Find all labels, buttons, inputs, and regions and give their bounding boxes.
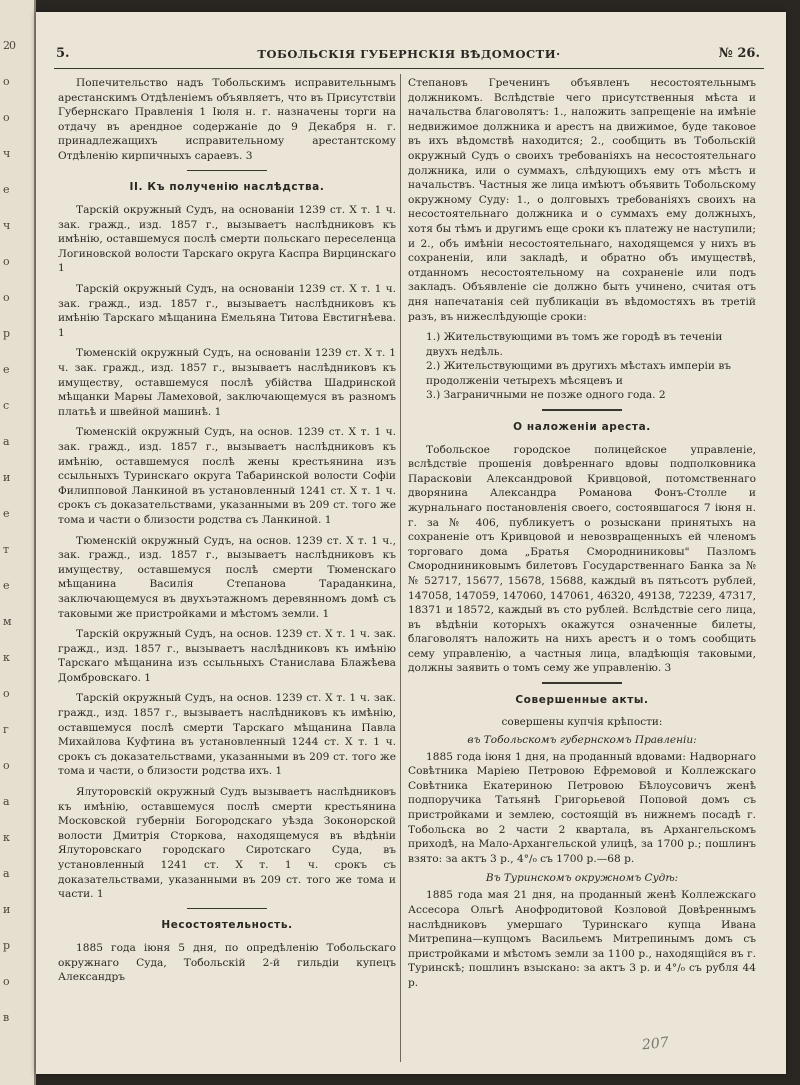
edge-glyph: о <box>3 75 9 88</box>
edge-glyph: а <box>3 795 9 808</box>
notice-paragraph: 1885 года iюня 5 дня, по опредѣленiю Тобольскаго окружнаго Суда, Тобольскiй 2-й гильдiи купецъ Александръ <box>58 942 396 984</box>
edge-glyph: о <box>3 759 9 772</box>
acts-subtitle: совершены купчiя крѣпости: <box>501 715 663 728</box>
term-item: 1.) Жительствующими въ томъ же городѣ въ теченiи двухъ недѣль. <box>426 331 723 358</box>
notice-paragraph: Степановъ Греченинъ объявленъ несостоятельнымъ должникомъ. Вслѣдствiе чего присутственныя мѣста и начальства благоволятъ: 1., наложить запрещенiе на имѣнiе недвижимое должника и арестъ на движимое, буде таковое въ ихъ вѣдомствѣ находится; 2., сообщить въ Тобольскiй окружный Судъ о своихъ требованiяхъ на несостоятельнаго должника, или о суммахъ, слѣдующихъ ему отъ мѣстъ и начальствъ. Частныя же лица имѣютъ объявить Тобольскому окружному Суду: 1., о долговыхъ требованiяхъ своихъ на несостоятельнаго должника и о суммахъ ему должныхъ, хотя бы тѣмъ и другимъ еще сроки къ платежу не наступили; и 2., объ имѣнiи несостоятельнаго, находящемся у нихъ въ сохраненiи, или закладѣ, и обратно объ имуществѣ, отданномъ несостоятельному на сохраненiе или подъ закладъ. Объявленiе сiе должно быть учинено, считая отъ дня напечатанiя сей публикацiи въ вѣдомостяхъ въ третiй разъ, въ нижеслѣдующiе сроки: <box>408 77 756 323</box>
edge-glyph: о <box>3 255 9 268</box>
edge-glyph: е <box>3 183 9 196</box>
section-rule <box>187 908 267 910</box>
notice-paragraph: Тарскiй окружный Судъ, на основанiи 1239 ст. X т. 1 ч. зак. гражд., изд. 1857 г., вызываетъ наслѣдниковъ къ имѣнiю Тарскаго мѣщанина Емельяна Титова Евстигнѣева. 1 <box>58 283 396 339</box>
notice-paragraph: 1885 года iюня 1 дня, на проданный вдовами: Надворнаго Совѣтника Марiею Петровою Ефремовой и Коллежскаго Совѣтника Екатериною Петровою Бѣлоусовичъ женѣ подпоручика Татьянѣ Григорьевой Поповой домъ съ пристройками и землею, состоящiй въ нижнемъ посадѣ г. Тобольска во 2 части 2 квартала, въ Архангельскомъ приходѣ, на Мало-Архангельской улицѣ, за 1700 р.; пошлинъ взято: за актъ 3 р., 4°/₀ съ 1700 р.—68 р. <box>408 750 756 865</box>
column-divider <box>400 74 401 1062</box>
notice-paragraph: Тарскiй окружный Судъ, на основ. 1239 ст. X т. 1 ч. зак. гражд., изд. 1857 г., вызываетъ наслѣдниковъ къ имѣнiю Тарскаго мѣщанина изъ ссыльныхъ Станислава Блажѣева Домбровскаго. 1 <box>58 628 396 684</box>
edge-glyph: м <box>3 615 11 628</box>
edge-glyph: 20 <box>3 39 15 52</box>
notice-paragraph: Тобольское городское полицейское управленiе, вслѣдствiе прошенiя довѣреннаго вдовы подполковника Парасковiи Александровой Кривцовой, потомственнаго дворянина Александра Романова Фонъ-Столле и журнальнаго постановленiя своего, состоявшагося 7 iюня н. г. за № 406, публикуетъ о розыскани принятыхъ на сохраненiе отъ Кривцовой и невозвращенныхъ ей членомъ торговаго дома „Братья Смородниниковы" Пазломъ Смородниниковымъ билетовъ Государственнаго Банка за №№ 52717, 15677, 15678, 15688, каждый въ пятьсотъ рублей, 147058, 147059, 147060, 147061, 46320, 49138, 72239, 47317, 18371 и 18572, каждый въ сто рублей. Вслѣдствiе сего лица, въ вѣдѣнiи которыхъ окажутся означенные билеты, благоволятъ наложить на нихъ арестъ и о томъ сообщить сему управленiю, а частныя лица, владѣющiя таковыми, должны заявить о томъ сему же управленiю. 3 <box>408 443 756 675</box>
edge-glyph: е <box>3 363 9 376</box>
edge-glyph: т <box>3 543 9 556</box>
left-column <box>58 76 396 1058</box>
page-header <box>54 46 764 69</box>
edge-glyph: о <box>3 975 9 988</box>
pencil-page-note: 207 <box>641 1034 670 1054</box>
edge-glyph: а <box>3 435 9 448</box>
edge-glyph: к <box>3 831 9 844</box>
page-number: 5. <box>56 46 70 61</box>
right-column <box>408 76 756 1058</box>
edge-glyph: ч <box>3 147 10 160</box>
term-item: 2.) Жительствующими въ другихъ мѣстахъ имперiи въ продолженiи четырехъ мѣсяцевъ и <box>426 360 732 387</box>
edge-glyph: о <box>3 687 9 700</box>
edge-glyph: и <box>3 903 10 916</box>
newspaper-title: ТОБОЛЬСКIЯ ГУБЕРНСКIЯ ВѢДОМОСТИ· <box>257 47 561 61</box>
section-title-inheritance: II. Къ полученiю наслѣдства. <box>129 181 325 194</box>
notice-paragraph: Тарскiй окружный Судъ, на основанiи 1239 ст. X т. 1 ч. зак. гражд., изд. 1857 г., вызываетъ наслѣдниковъ къ имѣнiю, оставшемуся послѣ смерти польскаго переселенца Логиновской волости Тарскаго округа Каспра Вирцинскаго 1 <box>58 204 396 275</box>
section-rule <box>187 170 267 172</box>
edge-glyph: а <box>3 867 9 880</box>
edge-glyph: ч <box>3 219 10 232</box>
section-rule <box>542 409 622 411</box>
edge-glyph: г <box>3 723 8 736</box>
notice-paragraph: 1885 года мая 21 дня, на проданный женѣ Коллежскаго Ассесора Ольгѣ Анофродитовой Козловой Довѣреннымъ наслѣдниковъ умершаго Туринскаго купца Ивана Митрепина—купцомъ Васильемъ Митрепинымъ домъ съ пристройками и мѣстомъ земли за 1100 р., находящiйся въ г. Туринскѣ; пошлинъ взыскано: за актъ 3 р. и 4°/₀ съ рубля 44 р. <box>408 889 756 989</box>
edge-glyph: с <box>3 399 9 412</box>
subheading-turinsk: Въ Туринскомъ окружномъ Судѣ: <box>485 872 679 885</box>
edge-glyph: в <box>3 1011 9 1024</box>
section-title-acts: Совершенные акты. <box>515 693 649 706</box>
term-item: 3.) Заграничными не позже одного года. 2 <box>426 389 666 402</box>
notice-paragraph: Тюменскiй окружный Судъ, на основ. 1239 ст. X т. 1 ч. зак. гражд., изд. 1857 г., вызываетъ наслѣдниковъ къ имѣнiю, оставшемуся послѣ жены крестьянина изъ ссыльныхъ Туринскаго округа Табаринской волости Софiи Филипповой Ланкиной въ установленный 1241 ст. X т. 1 ч. срокъ съ доказательствами, указанными въ 209 ст. того же тома и части о близости родства съ Ланкиной. 1 <box>58 426 396 526</box>
edge-glyph: е <box>3 507 9 520</box>
edge-glyph: к <box>3 651 9 664</box>
edge-glyph: о <box>3 111 9 124</box>
notice-paragraph: Тюменскiй окружный Судъ, на основанiи 1239 ст. X т. 1 ч. зак. гражд., изд. 1857 г., вызываетъ наслѣдниковъ къ имуществу, оставшемуся послѣ убiйства Шадринской мѣщанки Марѳы Ламеховой, заключающемуся въ разномъ платьѣ и швейной машинѣ. 1 <box>58 347 396 418</box>
section-rule <box>542 682 622 684</box>
notice-paragraph: Ялуторовскiй окружный Судъ вызываетъ наслѣдниковъ къ имѣнiю, оставшемуся послѣ смерти крестьянина Московской губернiи Богородскаго уѣзда Зоконорской волости Дмитрiя Сторкова, находящемуся въ вѣдѣнiи Ялуторовскаго городскаго Сиротскаго Суда, въ установленный 1241 ст. X т. 1 ч. срокъ съ доказательствами, указанными въ 209 ст. того же тома и части. 1 <box>58 786 396 901</box>
edge-glyph: р <box>3 939 10 952</box>
notice-paragraph: Тюменскiй окружный Судъ, на основ. 1239 ст. X т. 1 ч., зак. гражд., изд. 1857 г., вызываетъ наслѣдниковъ къ имуществу, оставшемуся послѣ смерти Тюменскаго мѣщанина Василiя Степанова Тараданкина, заключающемуся въ двухъэтажномъ деревянномъ домѣ съ таковыми же пристройками и мѣстомъ земли. 1 <box>58 534 396 620</box>
section-title-insolvency: Несостоятельность. <box>161 919 293 932</box>
notice-paragraph: Попечительство надъ Тобольскимъ исправительнымъ арестанскимъ Отдѣленiемъ объявляетъ, что въ Присутствiи Губернскаго Правленiя 1 Iюля н. г. назначены торги на отдачу въ арендное содержанiе до 9 Декабря н. г. принадлежащихъ исправительному арестантскому Отдѣленiю кирпичныхъ сараевъ. 3 <box>58 77 396 162</box>
issue-number: № 26. <box>718 46 760 61</box>
adjacent-page-edge <box>0 0 36 1085</box>
edge-glyph: р <box>3 327 10 340</box>
edge-glyph: и <box>3 471 10 484</box>
newspaper-page <box>36 12 786 1074</box>
subheading-provincial: въ Тобольскомъ губернскомъ Правленiи: <box>467 733 697 746</box>
edge-glyph: о <box>3 291 9 304</box>
edge-glyph: е <box>3 579 9 592</box>
section-title-arrest: О наложенiи ареста. <box>513 420 651 433</box>
notice-paragraph: Тарскiй окружный Судъ, на основ. 1239 ст. X т. 1 ч. зак. гражд., изд. 1857 г., вызываетъ наслѣдниковъ къ имѣнiю, оставшемуся послѣ смерти Тарскаго мѣщанина Павла Михайлова Куфтина въ установленный 1244 ст. X т. 1 ч. срокъ съ доказательствами, указанными въ 209 ст. того же тома и части, о близости родства ихъ. 1 <box>58 692 396 778</box>
